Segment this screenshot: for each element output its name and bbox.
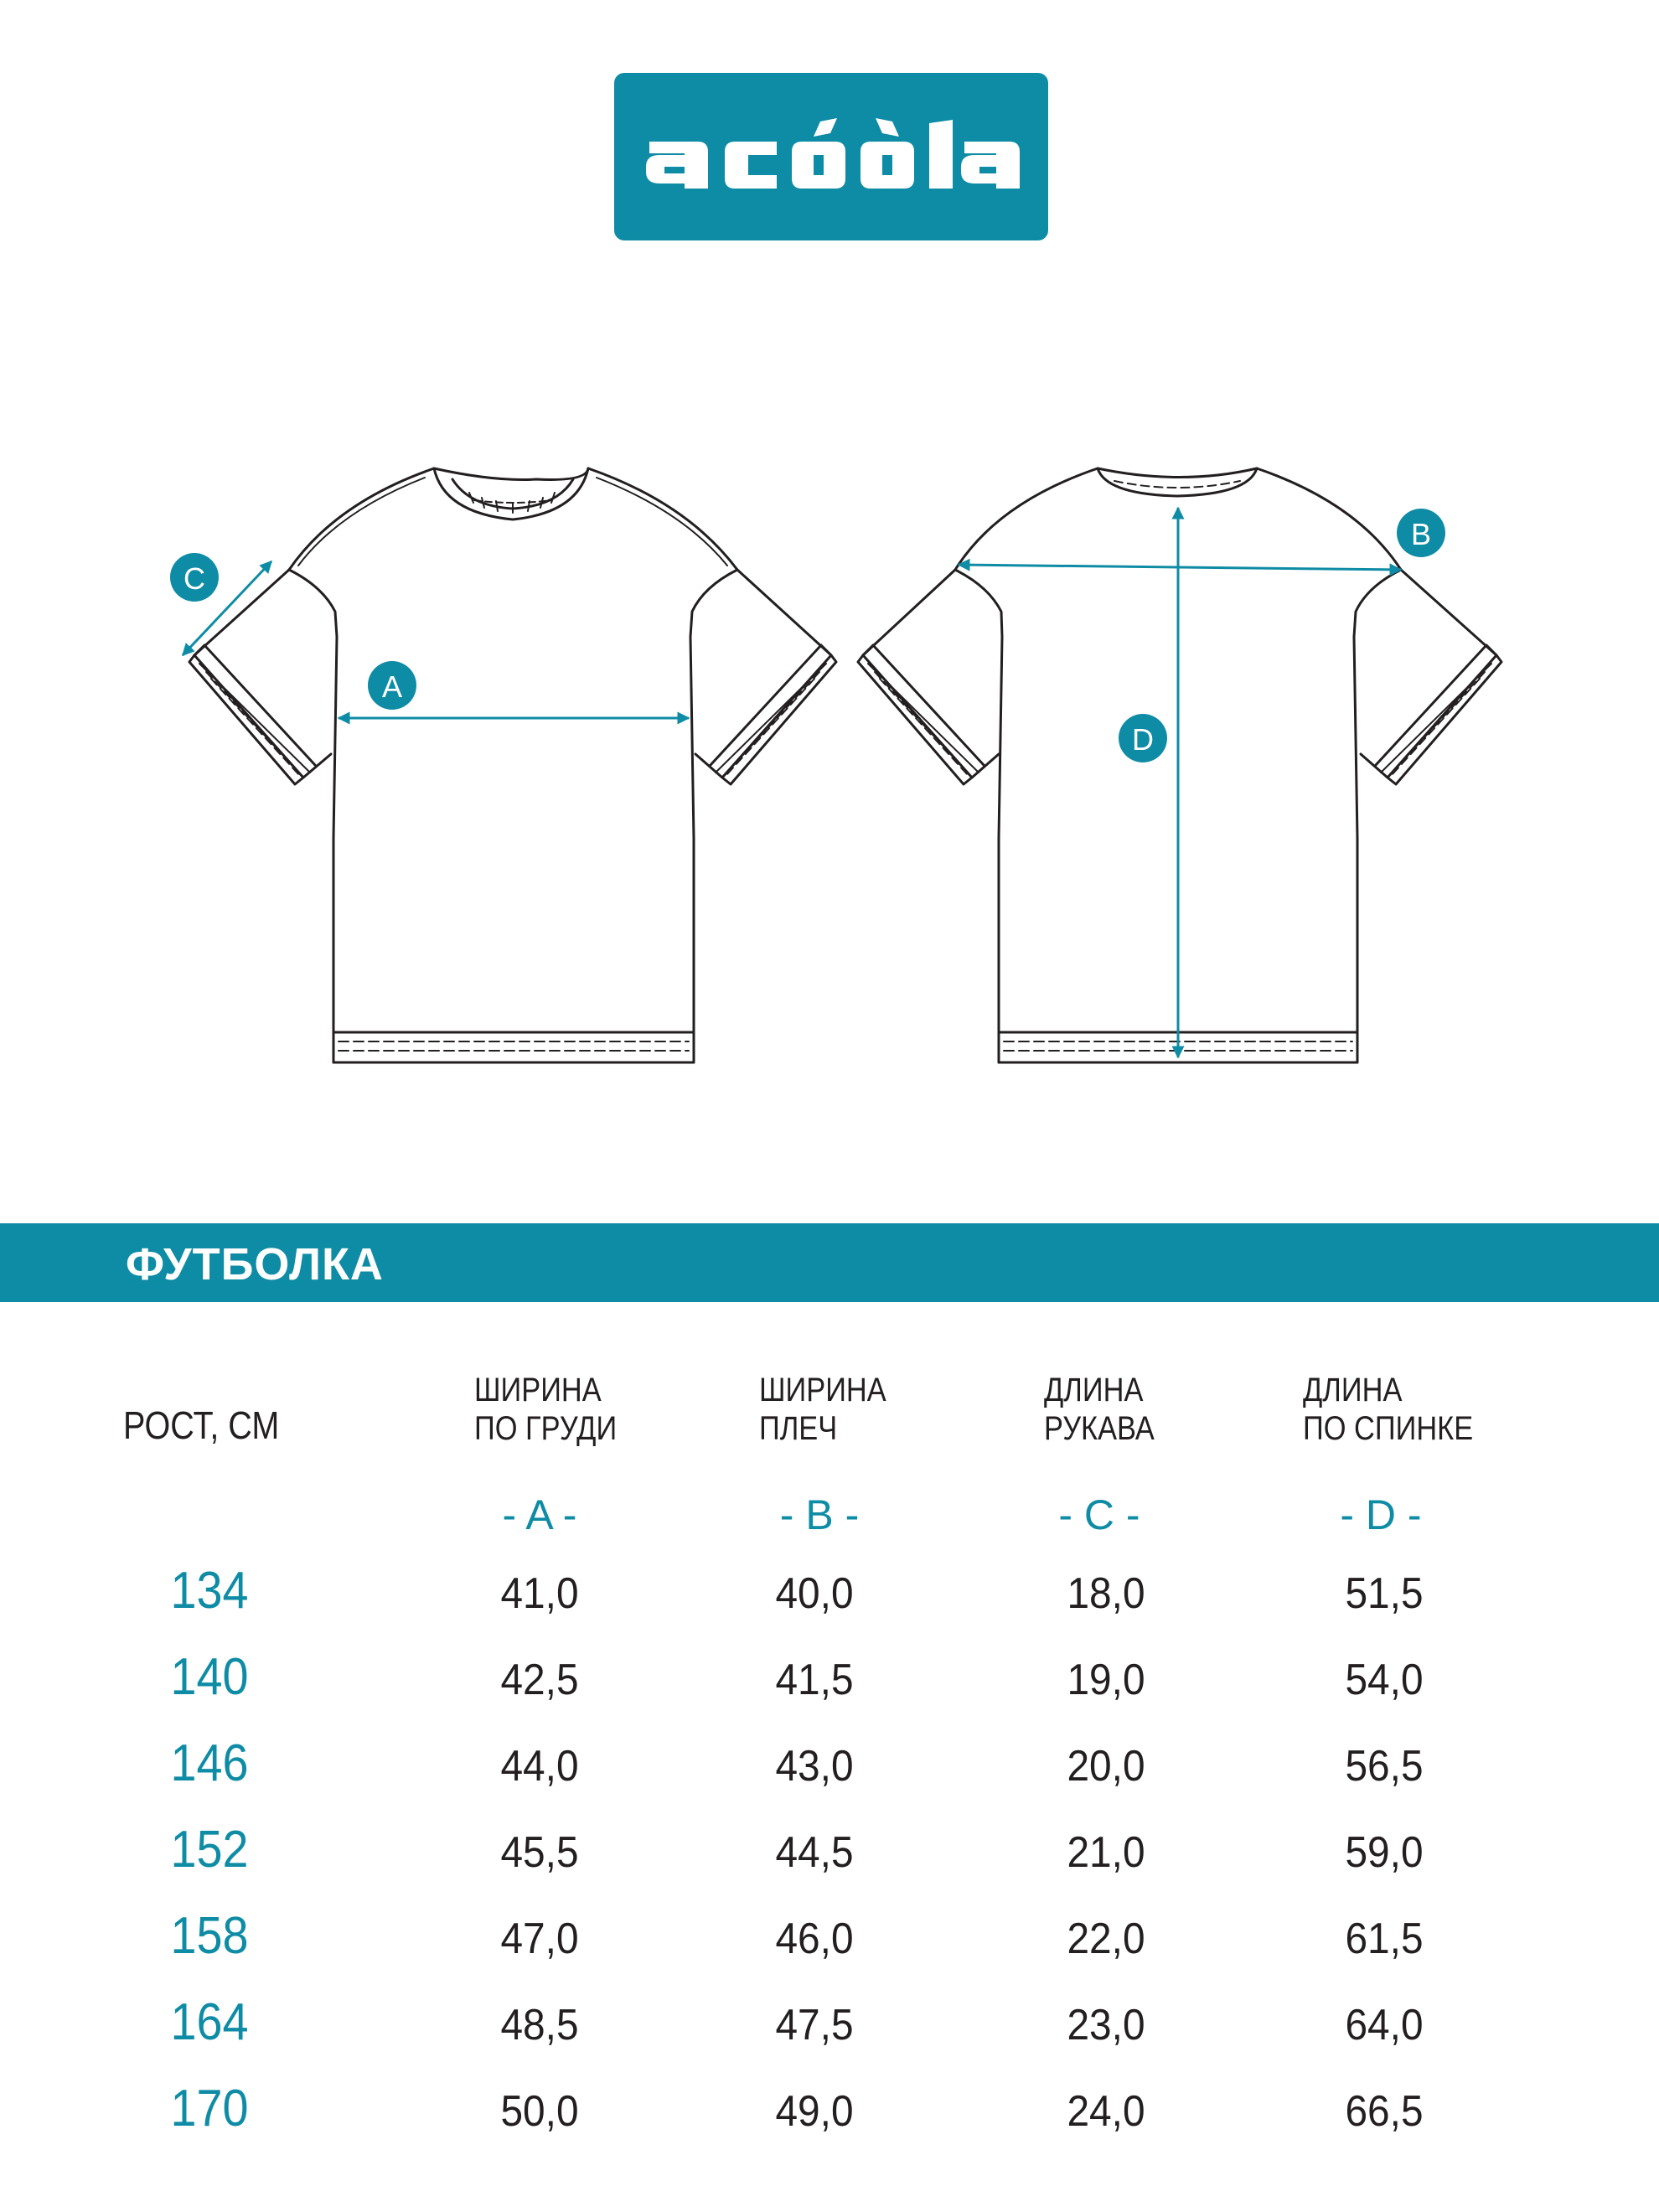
table-cell: 50,0 xyxy=(500,2087,579,2136)
column-header-chest: ШИРИНА ПО ГРУДИ xyxy=(474,1372,618,1447)
table-cell: 46,0 xyxy=(775,1915,854,1963)
marker-a-label: A xyxy=(381,669,403,704)
table-cell: 20,0 xyxy=(1067,1742,1145,1791)
column-header-sleeve: ДЛИНА РУКАВА xyxy=(1044,1372,1155,1447)
row-height-value: 164 xyxy=(170,1993,249,2051)
column-letter-a: - A - xyxy=(502,1491,577,1538)
table-cell: 59,0 xyxy=(1345,1828,1424,1877)
tshirt-front-view xyxy=(189,468,836,1062)
table-cell: 43,0 xyxy=(775,1742,854,1791)
marker-d-label: D xyxy=(1132,722,1154,757)
row-height-value: 134 xyxy=(170,1562,249,1620)
table-cell: 49,0 xyxy=(775,2087,854,2136)
marker-b-label: B xyxy=(1410,517,1432,551)
table-cell: 48,5 xyxy=(500,2001,579,2049)
table-cell: 24,0 xyxy=(1067,2087,1145,2136)
marker-d xyxy=(1119,714,1167,762)
product-title: ФУТБОЛКА xyxy=(126,1239,384,1289)
table-cell: 23,0 xyxy=(1067,2001,1145,2049)
column-header-shoulders: ШИРИНА ПЛЕЧ xyxy=(759,1372,886,1447)
table-cell: 61,5 xyxy=(1345,1915,1424,1963)
table-cell: 21,0 xyxy=(1067,1828,1145,1877)
table-cell: 56,5 xyxy=(1345,1742,1424,1791)
table-cell: 51,5 xyxy=(1345,1569,1424,1618)
table-cell: 19,0 xyxy=(1067,1656,1145,1704)
row-height-value: 152 xyxy=(170,1821,249,1879)
row-height-value: 140 xyxy=(170,1648,249,1706)
table-cell: 44,0 xyxy=(500,1742,579,1791)
height-column-header: РОСТ, СМ xyxy=(123,1403,280,1447)
table-cell: 18,0 xyxy=(1067,1569,1145,1618)
marker-a xyxy=(368,661,416,710)
table-cell: 22,0 xyxy=(1067,1915,1145,1963)
table-cell: 42,5 xyxy=(500,1656,579,1704)
table-cell: 45,5 xyxy=(500,1828,579,1877)
column-header-back-length: ДЛИНА ПО СПИНКЕ xyxy=(1303,1372,1474,1447)
measure-b-arrow xyxy=(959,565,1401,570)
row-height-value: 158 xyxy=(170,1907,249,1965)
marker-c-label: C xyxy=(183,561,205,596)
table-cell: 40,0 xyxy=(775,1569,854,1618)
row-height-value: 146 xyxy=(170,1734,249,1792)
column-letter-c: - C - xyxy=(1058,1491,1140,1538)
column-letter-b: - B - xyxy=(779,1491,860,1538)
row-height-value: 170 xyxy=(170,2080,249,2137)
product-title-banner xyxy=(0,1223,1659,1302)
table-cell: 64,0 xyxy=(1345,2001,1424,2049)
table-cell: 54,0 xyxy=(1345,1656,1424,1704)
tshirt-back-view xyxy=(858,468,1501,1062)
column-letter-d: - D - xyxy=(1340,1491,1422,1538)
table-cell: 41,5 xyxy=(775,1656,854,1704)
table-cell: 47,5 xyxy=(775,2001,854,2049)
table-cell: 44,5 xyxy=(775,1828,854,1877)
table-cell: 47,0 xyxy=(500,1915,579,1963)
table-cell: 66,5 xyxy=(1345,2087,1424,2136)
marker-b xyxy=(1397,509,1445,557)
marker-c xyxy=(170,553,219,602)
table-cell: 41,0 xyxy=(500,1569,579,1618)
